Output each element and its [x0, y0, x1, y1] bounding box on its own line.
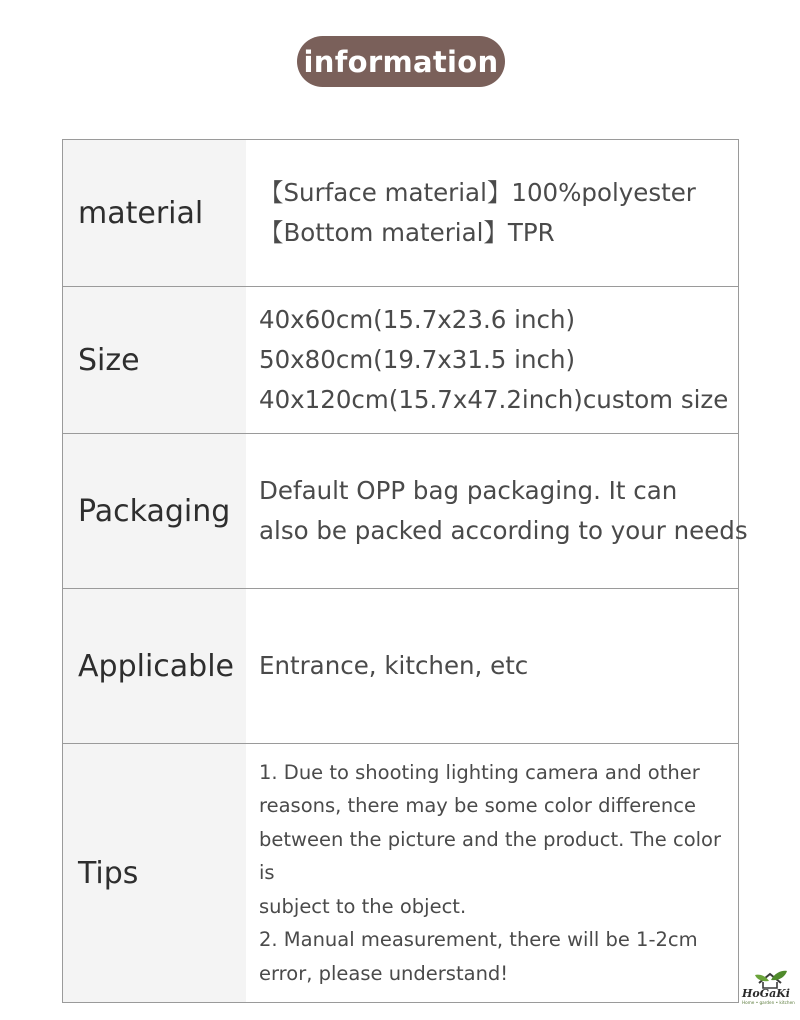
row-value [246, 140, 738, 286]
value-line: error, please understand! [259, 961, 509, 985]
row-label: Tips [63, 744, 246, 1002]
logo-tagline: Home • garden • kitchen [742, 1000, 795, 1005]
row-value [246, 589, 738, 743]
value-line: 1. Due to shooting lighting camera and other [259, 761, 700, 785]
table-row-size [63, 287, 738, 434]
row-label: Packaging [63, 434, 246, 588]
value-line: 40x120cm(15.7x47.2inch)custom size [259, 385, 729, 414]
value-line: also be packed according to your needs [259, 516, 748, 545]
value-line: 40x60cm(15.7x23.6 inch) [259, 305, 576, 334]
brand-logo [741, 966, 799, 1006]
value-line: 50x80cm(19.7x31.5 inch) [259, 345, 576, 374]
info-table [62, 139, 748, 1003]
value-line: reasons, there may be some color difference [259, 794, 696, 818]
value-line: Default OPP bag packaging. It can [259, 476, 678, 505]
row-label: material [63, 140, 246, 286]
row-value [246, 744, 738, 1002]
logo-wordmark: HoGaKi [742, 987, 790, 1000]
value-line: 2. Manual measurement, there will be 1-2cm [259, 928, 698, 952]
house-leaf-icon [755, 971, 787, 988]
table-row-tips [63, 744, 738, 1002]
value-line: 【Bottom material】TPR [259, 218, 555, 247]
value-line: subject to the object. [259, 894, 467, 918]
value-line: between the picture and the product. The color is [259, 827, 721, 885]
row-value [246, 434, 748, 588]
table-row-applicable [63, 589, 738, 744]
table-row-material [63, 140, 738, 287]
row-label: Applicable [63, 589, 246, 743]
row-label: Size [63, 287, 246, 433]
table-row-packaging [63, 434, 748, 589]
value-line: Entrance, kitchen, etc [259, 651, 529, 680]
value-line: 【Surface material】100%polyester [259, 178, 696, 207]
row-value [246, 287, 738, 433]
section-title: information [297, 36, 505, 87]
